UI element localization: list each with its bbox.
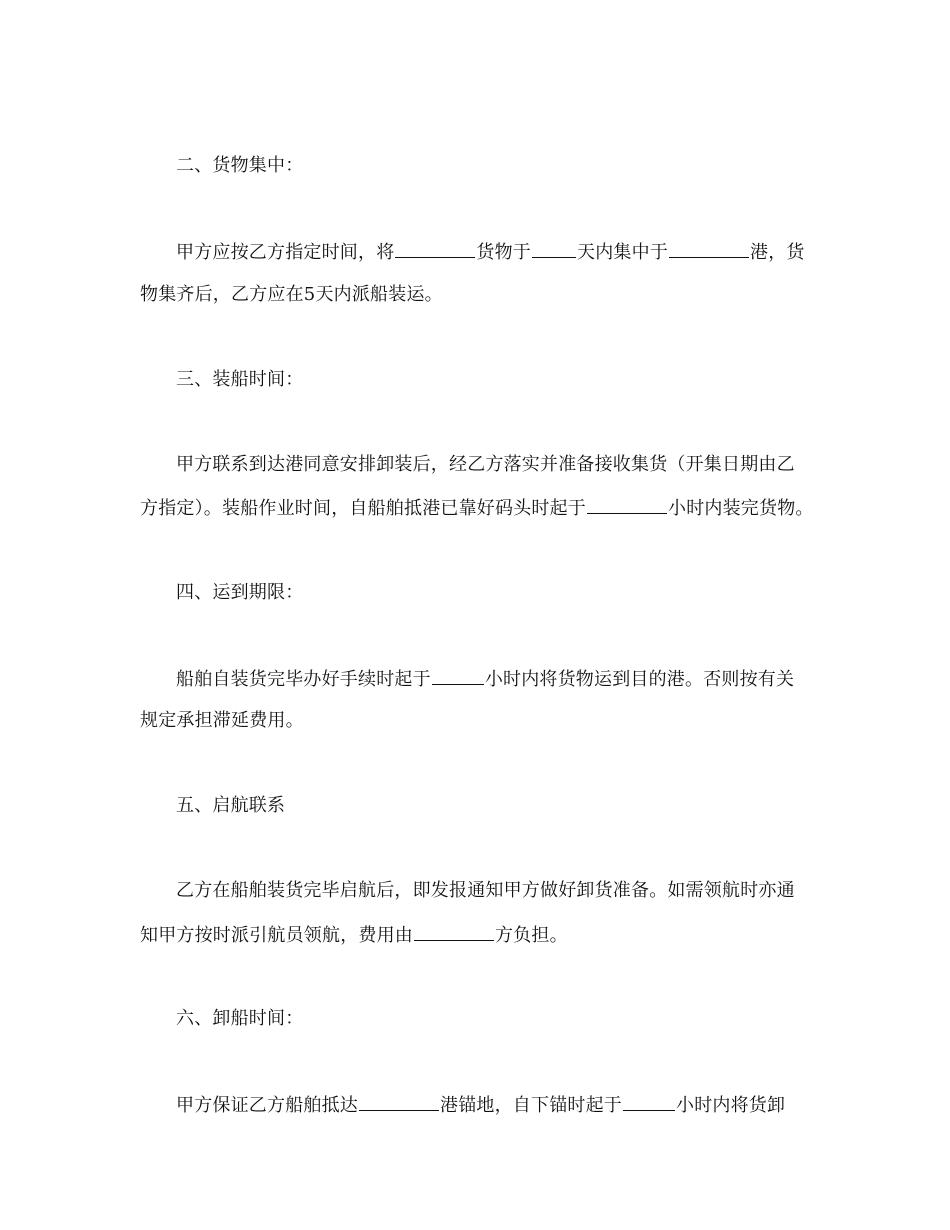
text-segment: 小时内将货物运到目的港。否则按有关 <box>484 669 795 690</box>
heading-text: 五、启航联系 <box>176 795 286 816</box>
text-segment: 物集齐后，乙方应在5天内派船装运。 <box>140 284 443 305</box>
fill-in-blank[interactable] <box>587 495 667 514</box>
paragraph-line <box>140 453 856 477</box>
paragraph-line <box>140 239 856 265</box>
text-segment: 天内集中于 <box>577 242 669 263</box>
heading-text: 四、运到期限： <box>176 582 304 603</box>
text-segment: 乙方在船舶装货完毕启航后，即发报通知甲方做好卸货准备。如需领航时亦通 <box>176 880 795 901</box>
text-segment: 货物于 <box>476 242 532 263</box>
text-segment: 知甲方按时派引航员领航，费用由 <box>140 925 413 946</box>
paragraph-line <box>140 1092 856 1118</box>
text-segment: 甲方联系到达港同意安排卸装后，经乙方落实并准备接收集货（开集日期由乙 <box>176 454 795 475</box>
paragraph-line <box>140 879 856 903</box>
text-segment: 小时内将货卸 <box>676 1095 786 1116</box>
fill-in-blank[interactable] <box>432 666 484 685</box>
heading-text: 二、货物集中： <box>176 155 304 176</box>
fill-in-blank[interactable] <box>623 1092 675 1111</box>
fill-in-blank[interactable] <box>414 922 494 941</box>
fill-in-blank[interactable] <box>395 239 475 258</box>
text-segment: 甲方应按乙方指定时间，将 <box>176 242 395 263</box>
text-segment: 船舶自装货完毕办好手续时起于 <box>176 669 431 690</box>
paragraph-line <box>140 283 820 307</box>
section-heading <box>140 1007 856 1031</box>
fill-in-blank[interactable] <box>669 239 749 258</box>
paragraph-line <box>140 709 820 733</box>
text-segment: 港锚地，自下锚时起于 <box>440 1095 622 1116</box>
section-heading <box>140 794 856 818</box>
heading-text: 三、装船时间： <box>176 369 304 390</box>
section-heading <box>140 581 856 605</box>
text-segment: 甲方保证乙方船舶抵达 <box>176 1095 358 1116</box>
text-segment: 方指定）。装船作业时间，自船舶抵港已靠好码头时起于 <box>140 498 586 519</box>
section-heading <box>140 368 856 392</box>
heading-text: 六、卸船时间： <box>176 1008 304 1029</box>
fill-in-blank[interactable] <box>359 1092 439 1111</box>
paragraph-line <box>140 922 820 948</box>
section-heading <box>140 154 856 178</box>
text-segment: 港，货 <box>750 242 805 263</box>
text-segment: 规定承担滞延费用。 <box>140 710 304 731</box>
paragraph-line <box>140 495 820 521</box>
fill-in-blank[interactable] <box>532 239 576 258</box>
paragraph-line <box>140 666 856 692</box>
text-segment: 小时内装完货物。 <box>668 498 814 519</box>
text-segment: 方负担。 <box>495 925 568 946</box>
